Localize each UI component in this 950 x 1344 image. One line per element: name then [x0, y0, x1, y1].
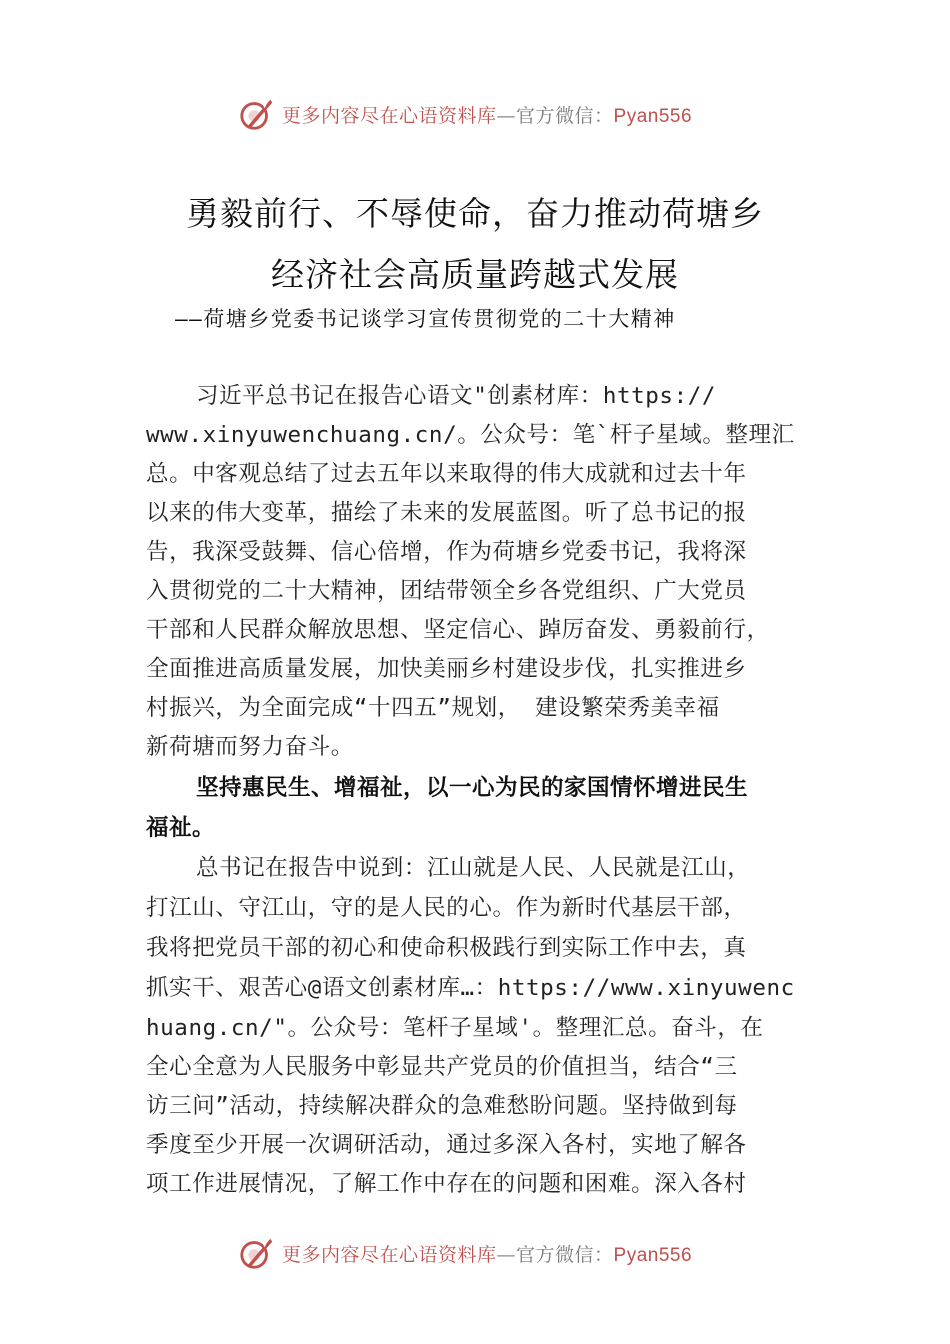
paragraph-1-line: 入贯彻党的二十大精神，团结带领全乡各党组织、广大党员 [146, 578, 747, 604]
paragraph-1-line: 村振兴，为全面完成“十四五”规划， 建设繁荣秀美幸福 [146, 695, 720, 721]
banner-dash: — [496, 1243, 517, 1266]
paragraph-2-line: 项工作进展情况，了解工作中存在的问题和困难。深入各村 [146, 1171, 747, 1197]
quill-logo-icon [238, 95, 276, 133]
section-heading-line-2: 福祉。 [146, 815, 216, 841]
paragraph-1-line: 告，我深受鼓舞、信心倍增，作为荷塘乡党委书记，我将深 [146, 539, 747, 565]
paragraph-2-line: 抓实干、艰苦心@语文创素材库…：https://www.xinyuwenc [146, 975, 795, 1001]
subtitle: ——荷塘乡党委书记谈学习宣传贯彻党的二十大精神 [175, 307, 676, 331]
section-heading-line-1: 坚持惠民生、增福祉，以一心为民的家国情怀增进民生 [196, 775, 749, 801]
paragraph-1-line: 习近平总书记在报告心语文"创素材库：https:// [196, 383, 717, 409]
paragraph-2-line: huang.cn/"。公众号：笔杆子星域'。整理汇总。奋斗，在 [146, 1015, 764, 1041]
footer-banner[interactable] [238, 1231, 758, 1275]
paragraph-2-line: 总书记在报告中说到：江山就是人民、人民就是江山， [196, 855, 751, 881]
paragraph-1-line: 干部和人民群众解放思想、坚定信心、踔厉奋发、勇毅前行， [146, 617, 770, 643]
banner-wechat-id: Pyan556 [613, 1244, 693, 1266]
title-line-1: 勇毅前行、不辱使命，奋力推动荷塘乡 [186, 194, 764, 233]
title-line-2: 经济社会高质量跨越式发展 [271, 255, 679, 294]
paragraph-2-line: 访三问”活动，持续解决群众的急难愁盼问题。坚持做到每 [146, 1093, 738, 1119]
banner-text [282, 1240, 692, 1267]
paragraph-1-line: 以来的伟大变革，描绘了未来的发展蓝图。听了总书记的报 [146, 500, 747, 526]
paragraph-1-line: 总。中客观总结了过去五年以来取得的伟大成就和过去十年 [146, 461, 747, 487]
paragraph-1-line: 新荷塘而努力奋斗。 [146, 734, 354, 760]
banner-wechat-label: 官方微信： [516, 1243, 614, 1266]
quill-logo-icon [238, 1234, 276, 1272]
banner-wechat-label: 官方微信： [516, 104, 614, 127]
paragraph-2-line: 全心全意为人民服务中彰显共产党员的价值担当，结合“三 [146, 1054, 738, 1080]
paragraph-1-line: www.xinyuwenchuang.cn/。公众号：笔`杆子星域。整理汇 [146, 422, 795, 448]
banner-brand: 更多内容尽在心语资料库 [282, 104, 497, 127]
paragraph-1-line: 全面推进高质量发展，加快美丽乡村建设步伐，扎实推进乡 [146, 656, 747, 682]
paragraph-2-line: 打江山、守江山，守的是人民的心。作为新时代基层干部， [146, 895, 747, 921]
banner-dash: — [496, 104, 517, 127]
banner-brand: 更多内容尽在心语资料库 [282, 1243, 497, 1266]
paragraph-2-line: 我将把党员干部的初心和使命积极践行到实际工作中去，真 [146, 935, 747, 961]
banner-wechat-id: Pyan556 [613, 105, 693, 127]
header-banner[interactable] [238, 92, 758, 136]
banner-text [282, 101, 692, 128]
paragraph-2-line: 季度至少开展一次调研活动，通过多深入各村，实地了解各 [146, 1132, 747, 1158]
